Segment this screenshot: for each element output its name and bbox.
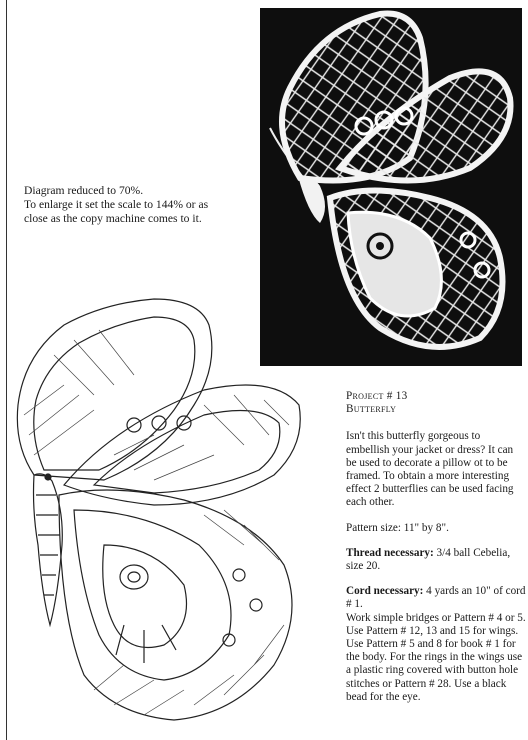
project-description: Isn't this butterfly gorgeous to embellish your jacket or dress? It can be used to decorate a pillow ot to be framed. To obtain a more interesting effect 2 butterflies can be used facing each other. <box>346 430 514 509</box>
project-heading <box>346 390 526 416</box>
scale-note <box>24 184 259 226</box>
cord-label: Cord necessary: <box>346 585 424 598</box>
scale-note-line-1: Diagram reduced to 70%. <box>24 184 144 197</box>
project-number: Project # 13 <box>346 390 408 402</box>
project-text <box>346 390 526 716</box>
cord-instructions: Work simple bridges or Pattern # 4 or 5. Use Pattern # 12, 13 and 15 for wings. Use Pattern # 5 and 8 for book # 1 for the body. For the rings in the wings use a plastic ring covered with button hole stitches or Pattern # 28. Use a black bead for the eye. <box>346 611 526 703</box>
pattern-size: Pattern size: 11" by 8". <box>346 521 449 534</box>
scale-note-line-3: close as the copy machine comes to it. <box>24 212 202 225</box>
butterfly-pattern-diagram <box>4 295 308 735</box>
scale-note-line-2: To enlarge it set the scale to 144% or as <box>24 198 209 211</box>
thread-label: Thread necessary: <box>346 546 434 559</box>
project-name: Butterfly <box>346 403 397 416</box>
thread-info <box>346 547 526 573</box>
cord-value: 4 yards an 10" of cord # 1. <box>346 585 526 611</box>
cord-info <box>346 585 526 704</box>
thread-value: 3/4 ball Cebelia, size 20. <box>346 546 511 573</box>
